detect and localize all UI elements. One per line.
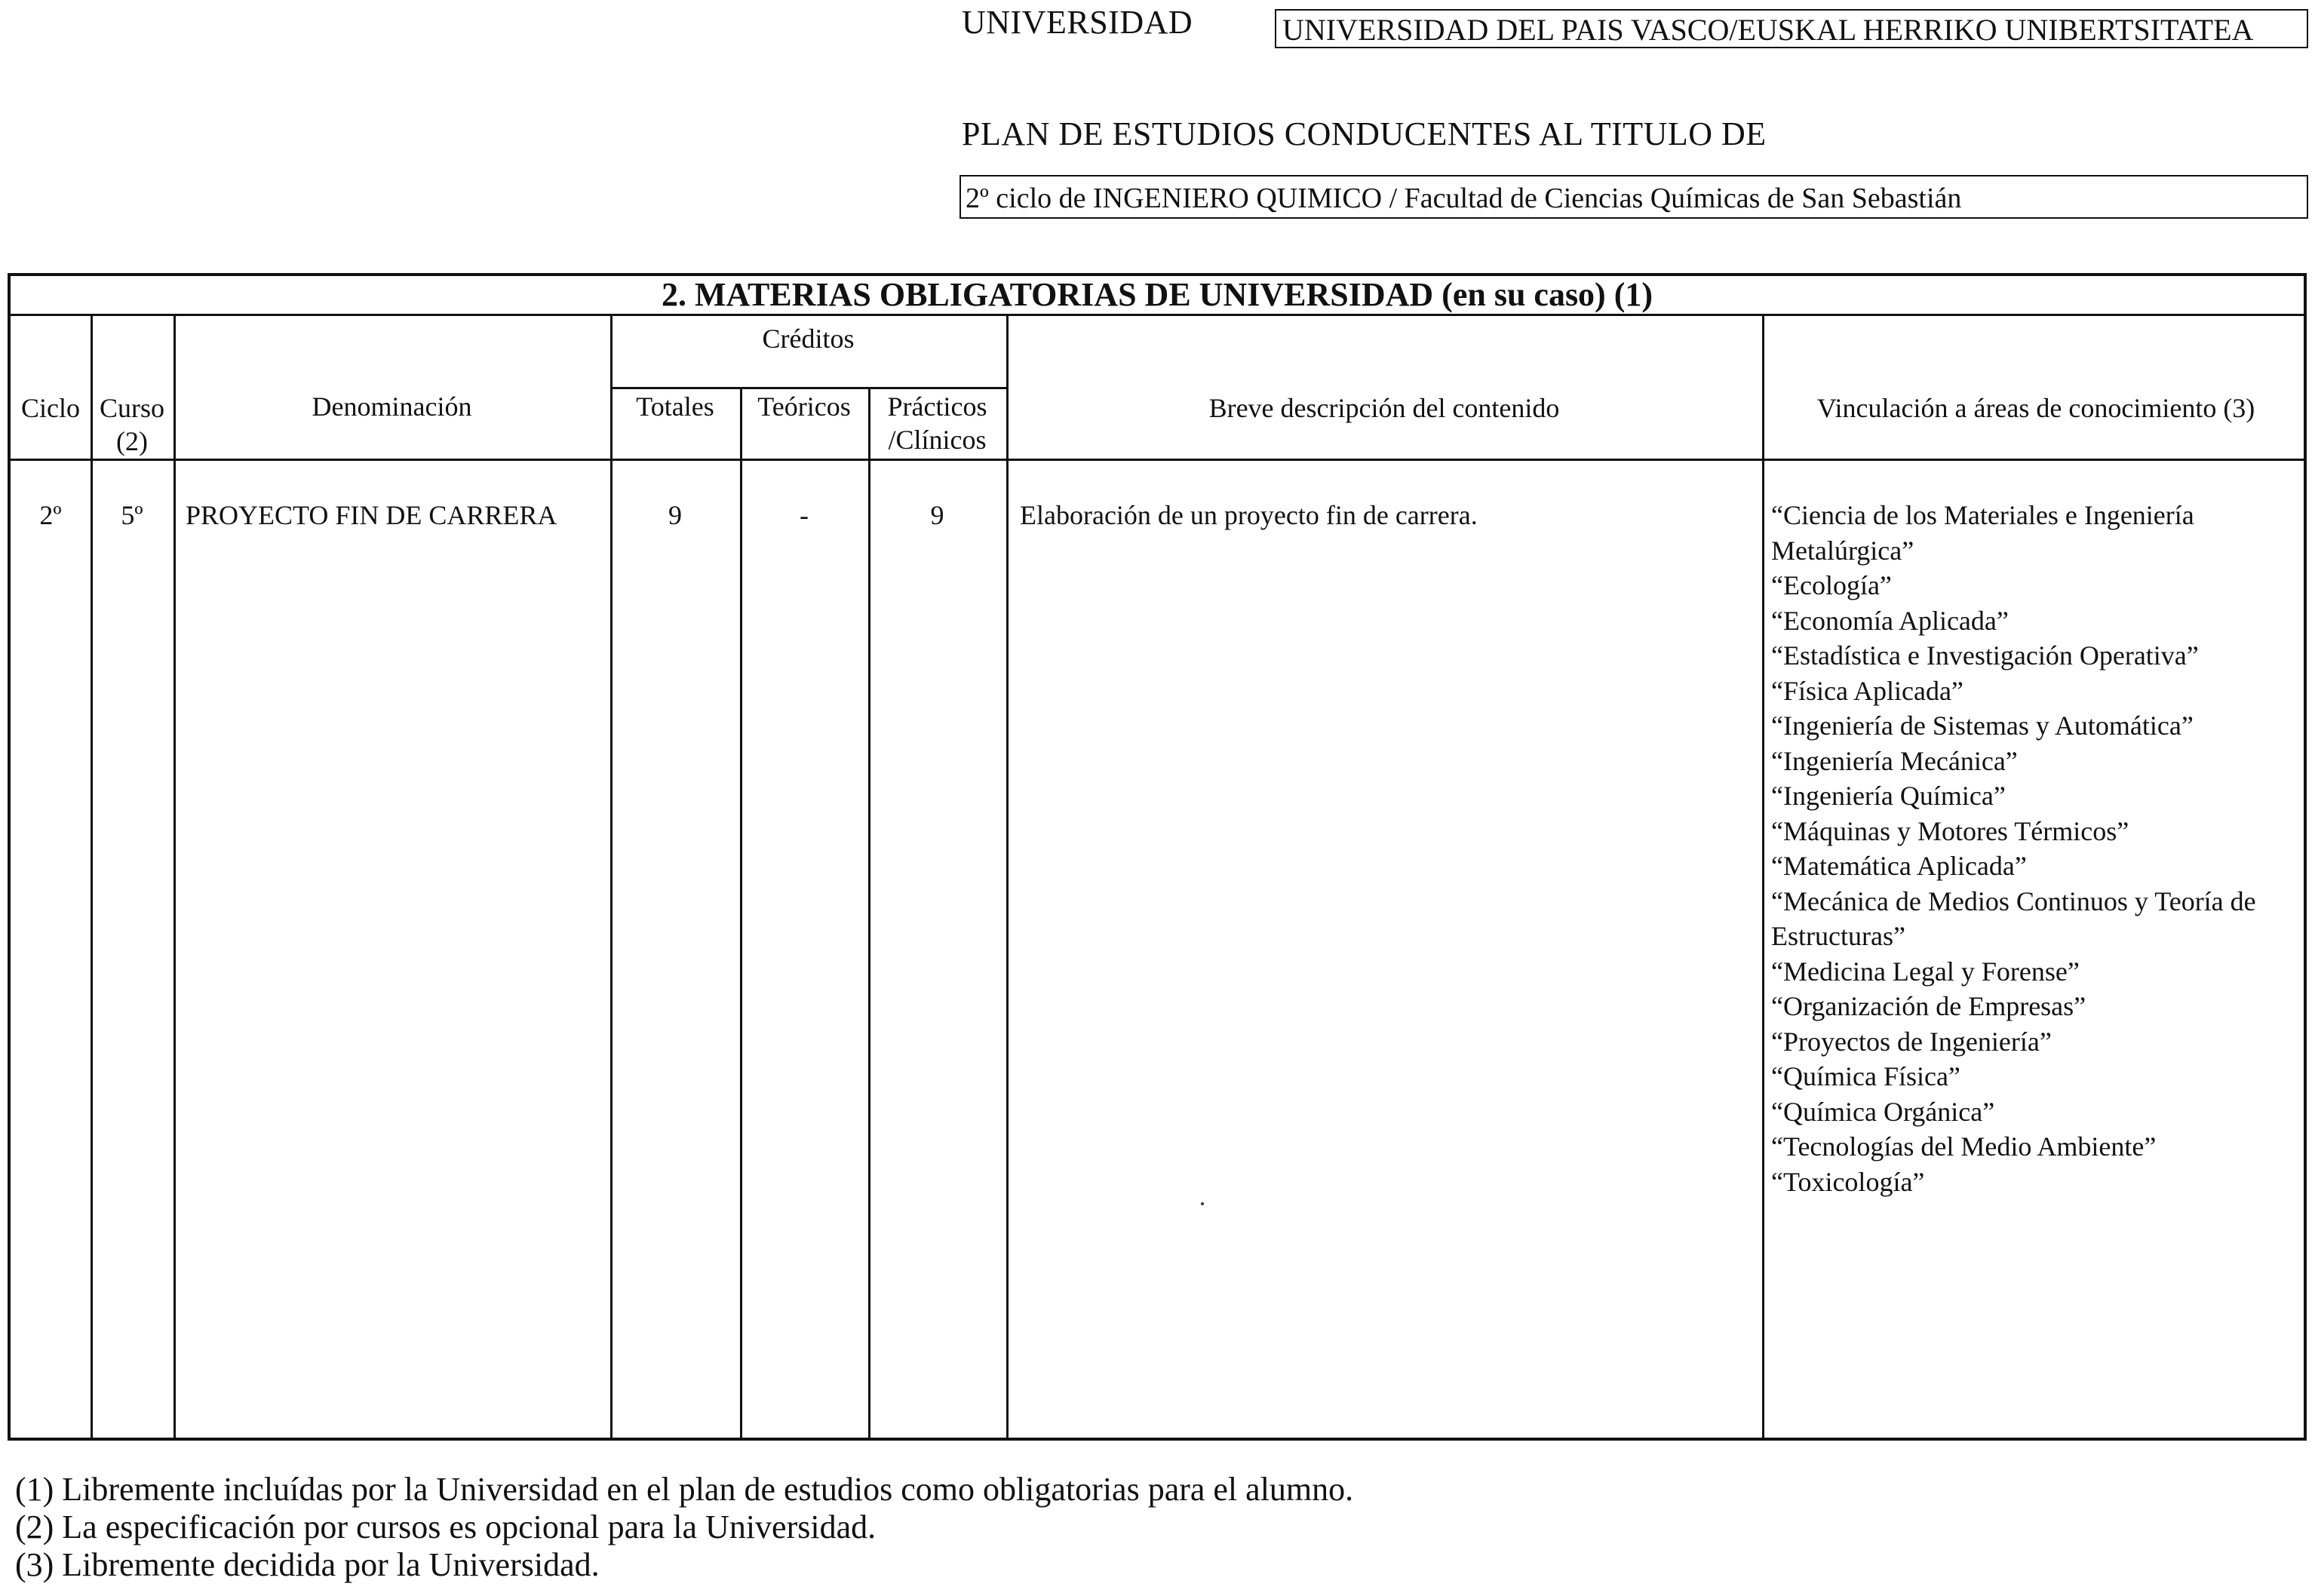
area-item: “Ingeniería Mecánica” xyxy=(1771,745,2018,776)
header-denominacion: Denominación xyxy=(312,391,472,422)
divider-teoricos-practicos xyxy=(868,387,870,1438)
row-totales: 9 xyxy=(668,500,682,530)
header-creditos: Créditos xyxy=(762,324,855,354)
area-item: “Mecánica de Medios Continuos y Teoría de xyxy=(1771,885,2256,916)
header-totales: Totales xyxy=(636,391,714,422)
divider-ciclo-curso xyxy=(91,314,93,1438)
titulo-value-box: 2º ciclo de INGENIERO QUIMICO / Facultad de Ciencias Químicas de San Sebastián xyxy=(959,175,2308,219)
divider-descripcion-vinculacion xyxy=(1762,314,1764,1438)
area-item: “Ingeniería de Sistemas y Automática” xyxy=(1771,711,2194,741)
universidad-label: UNIVERSIDAD xyxy=(962,4,1193,41)
area-item: “Estadística e Investigación Operativa” xyxy=(1771,640,2199,671)
header-clinicos: /Clínicos xyxy=(888,425,987,455)
area-item: “Organización de Empresas” xyxy=(1771,991,2086,1021)
footnote-1: (1) Libremente incluídas por la Universidad en el plan de estudios como obligatorias para el alumno. xyxy=(15,1471,1354,1508)
scan-speck xyxy=(1201,1202,1204,1205)
header-teoricos: Teóricos xyxy=(757,391,851,422)
header-practicos: Prácticos xyxy=(887,391,987,422)
row-curso: 5º xyxy=(121,500,143,530)
area-item: Estructuras” xyxy=(1771,921,1905,951)
area-item: “Toxicología” xyxy=(1771,1166,1925,1197)
area-item: “Química Orgánica” xyxy=(1771,1096,1995,1127)
area-item: “Ingeniería Química” xyxy=(1771,781,2006,811)
area-item: “Matemática Aplicada” xyxy=(1771,851,2027,881)
row-denominacion: PROYECTO FIN DE CARRERA xyxy=(186,500,557,530)
area-item: “Medicina Legal y Forense” xyxy=(1771,956,2080,987)
row-practicos: 9 xyxy=(930,500,944,530)
footnote-2: (2) La especificación por cursos es opcional para la Universidad. xyxy=(15,1509,877,1545)
header-bottom-line xyxy=(11,459,2304,461)
area-item: “Física Aplicada” xyxy=(1771,675,1963,706)
area-item: Metalúrgica” xyxy=(1771,535,1914,566)
header-ciclo: Ciclo xyxy=(21,393,80,423)
header-curso: Curso xyxy=(99,393,164,423)
area-item: “Proyectos de Ingeniería” xyxy=(1771,1026,2052,1057)
footnote-3: (3) Libremente decidida por la Universidad. xyxy=(15,1546,600,1583)
row-teoricos: - xyxy=(800,500,809,530)
divider-denominacion-totales xyxy=(610,314,613,1438)
row-ciclo: 2º xyxy=(39,500,62,530)
header-vinculacion: Vinculación a áreas de conocimiento (3) xyxy=(1816,393,2255,423)
areas-conocimiento-list xyxy=(1771,498,2292,1199)
header-curso-note: (2) xyxy=(116,426,148,456)
universidad-value-box: UNIVERSIDAD DEL PAIS VASCO/EUSKAL HERRIKO UNIBERTSITATEA xyxy=(1275,9,2308,48)
area-item: “Tecnologías del Medio Ambiente” xyxy=(1771,1131,2157,1162)
area-item: “Ciencia de los Materiales e Ingeniería xyxy=(1771,500,2194,530)
divider-practicos-descripcion xyxy=(1006,314,1009,1438)
area-item: “Máquinas y Motores Térmicos” xyxy=(1771,815,2129,846)
area-item: “Ecología” xyxy=(1771,570,1892,600)
row-descripcion: Elaboración de un proyecto fin de carrera. xyxy=(1020,500,1478,530)
table-title: 2. MATERIAS OBLIGATORIAS DE UNIVERSIDAD (en su caso) (1) xyxy=(11,276,2304,316)
plan-estudios-label: PLAN DE ESTUDIOS CONDUCENTES AL TITULO DE xyxy=(962,115,1767,152)
divider-curso-denominacion xyxy=(173,314,176,1438)
area-item: “Economía Aplicada” xyxy=(1771,605,2009,636)
materias-table xyxy=(8,273,2307,1441)
area-item: “Química Física” xyxy=(1771,1061,1960,1091)
header-descripcion: Breve descripción del contenido xyxy=(1208,393,1560,423)
divider-totales-teoricos xyxy=(740,387,742,1438)
footnotes xyxy=(15,1471,1353,1584)
